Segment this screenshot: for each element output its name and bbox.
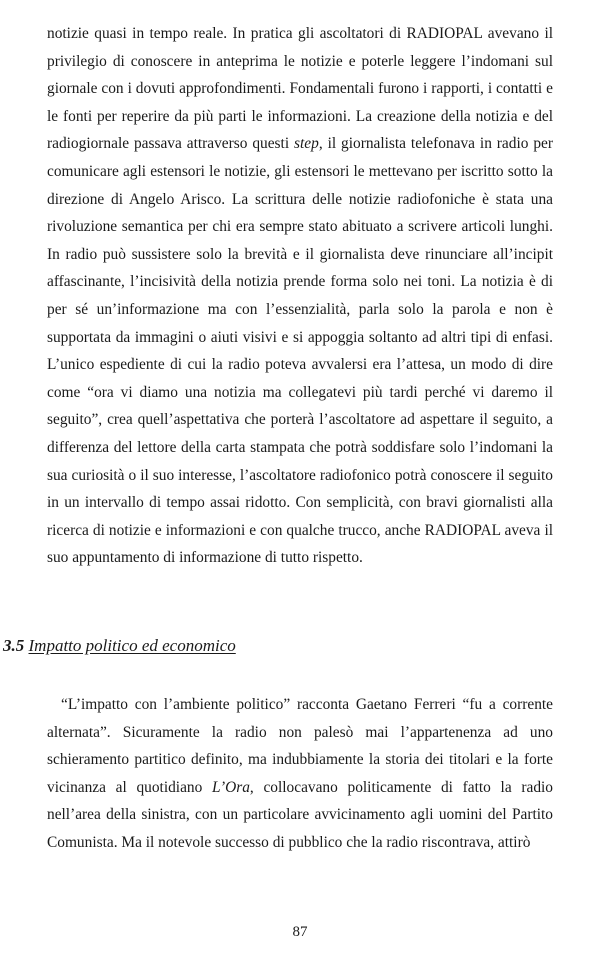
body-paragraph	[47, 691, 553, 857]
paragraph-text: notizie quasi in tempo reale. In pratica gli ascoltatori di RADIOPAL avevano il privilegio di conoscere in anteprima le notizie e poterle leggere l’indomani sul giornale con i dovuti approfondimenti. Fondamentali furono i rapporti, i contatti e le fonti per reperire da più parti le informazioni. La creazione della notizia e del radiogiornale passava attraverso questi	[47, 25, 553, 153]
body-paragraph	[47, 20, 553, 572]
paragraph-text: “L’impatto con l’ambiente politico” racconta Gaetano Ferreri “fu a corrente alternata”. Sicuramente la radio non palesò mai l’appartenenza ad uno schieramento partitico definito, ma indubbiamente la storia dei titolari e la forte vicinanza al quotidiano	[47, 696, 553, 796]
italic-term: step	[294, 135, 319, 153]
section-title: Impatto politico ed economico	[28, 636, 236, 655]
paragraph-text: , collocavano politicamente di fatto la radio nell’area della sinistra, con un particolare avvicinamento agli uomini del Partito Comunista. Ma il notevole successo di pubblico che la radio riscontrava, attirò	[47, 778, 553, 851]
page-number: 87	[292, 924, 308, 940]
section-heading	[3, 636, 236, 656]
paragraph-text: , il giornalista telefonava in radio per comunicare agli estensori le notizie, gli estensori le mettevano per iscritto sotto la direzione di Angelo Arisco. La scrittura delle notizie radiofoniche è stata una rivoluzione semantica per chi era sempre stato abituato a scrivere articoli lunghi. In radio può sussistere solo la brevità e il giornalista deve rinunciare all’incipit affascinante, l’incisività della notizia prende forma solo nei toni. La notizia è di per sé un’informazione ma con l’essenzialità, parla solo la parola e non è supportata da immagini o aiuti visivi e si appoggia soltanto ad altri tipi di enfasi. L’unico espediente di cui la radio poteva avvalersi era l’attesa, un modo di dire come “ora vi diamo una notizia ma collegatevi più tardi perché vi daremo il seguito”, crea quell’aspettativa che porterà l’ascoltatore ad aspettare il seguito, a differenza del lettore della carta stampata che potrà soddisfare solo l’indomani la sua curiosità o il suo interesse, l’ascoltatore radiofonico potrà conoscere il seguito in un intervallo di tempo assai ridotto. Con semplicità, con bravi giornalisti alla ricerca di notizie e informazioni e con qualche trucco, anche RADIOPAL aveva il suo appuntamento di informazione di tutto rispetto.	[47, 135, 553, 567]
section-number: 3.5	[3, 636, 25, 655]
italic-newspaper-title: L’Ora	[212, 778, 250, 796]
